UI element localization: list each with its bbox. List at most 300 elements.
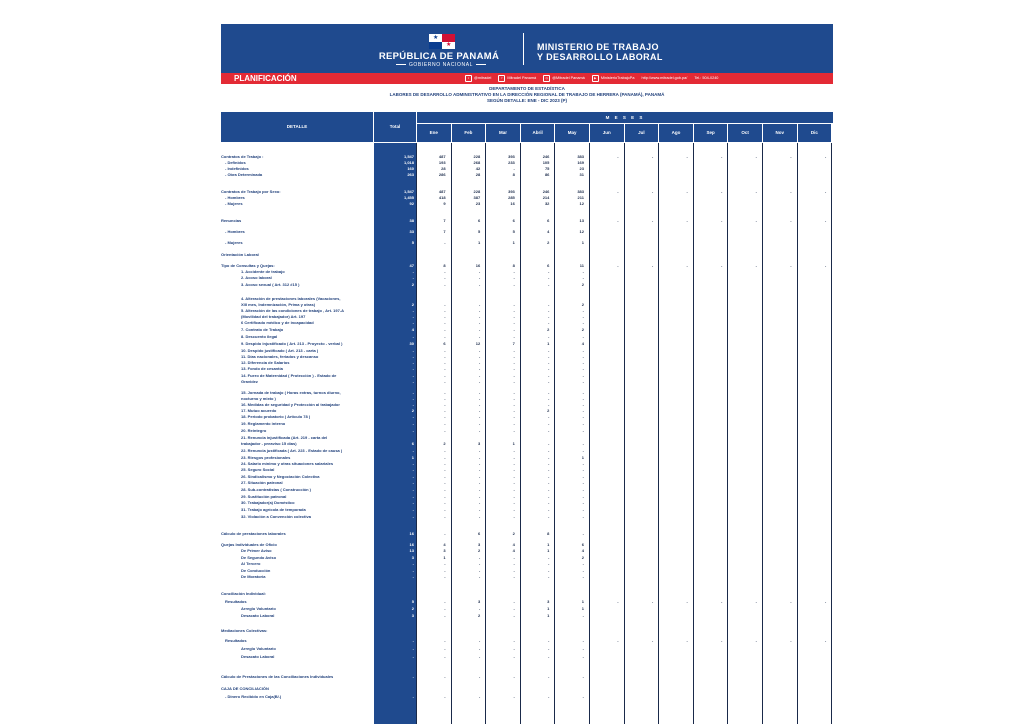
month-value: - <box>686 189 688 194</box>
month-value: - <box>478 396 481 401</box>
month-value: - <box>444 240 446 245</box>
instagram-icon: ◎ <box>543 75 550 82</box>
row-label: 28. Sub-contratistas ( Construcción ) <box>241 487 312 492</box>
month-value: - <box>513 606 515 611</box>
month-value: - <box>548 568 550 573</box>
month-value: - <box>582 507 584 512</box>
youtube-handle[interactable]: MinisterioTrabajoPa <box>600 76 635 80</box>
row-total: - <box>412 390 414 395</box>
month-value: 2 <box>477 548 481 553</box>
month-value: - <box>548 500 550 505</box>
row-label: 16. Medidas de seguridad y Protección al trabajador <box>241 402 340 407</box>
column-header-total: Total <box>374 112 416 142</box>
month-value: - <box>548 574 550 579</box>
month-value: 418 <box>438 195 446 200</box>
month-value: - <box>548 638 550 643</box>
row-total: 13 <box>409 548 414 553</box>
month-value: - <box>513 348 515 353</box>
month-value: - <box>444 694 446 699</box>
month-value: 169 <box>577 160 584 165</box>
month-value: 8 <box>512 172 515 177</box>
month-value: 6 <box>443 341 446 346</box>
month-value: 1 <box>547 548 550 553</box>
row-total: - <box>412 461 414 466</box>
month-value: - <box>444 320 446 325</box>
month-value: - <box>513 467 515 472</box>
row-total: - <box>412 396 414 401</box>
month-value: - <box>686 638 688 643</box>
heading-line1: DEPARTAMENTO DE ESTADÍSTICA <box>489 86 565 91</box>
month-header-ago: Ago <box>659 124 693 142</box>
month-value: - <box>444 366 446 371</box>
month-value: 3 <box>477 441 481 446</box>
month-value: - <box>444 474 446 479</box>
month-value: - <box>444 599 446 604</box>
month-header-ene: Ene <box>417 124 451 142</box>
month-header-feb: Feb <box>452 124 486 142</box>
month-value: - <box>582 574 584 579</box>
row-total: - <box>412 568 414 573</box>
month-value: - <box>478 275 481 280</box>
table-row <box>221 341 833 347</box>
row-label: 1. Accidente de trabajo <box>241 269 285 274</box>
month-value: 211 <box>577 195 584 200</box>
month-value: - <box>548 428 550 433</box>
month-value: - <box>824 638 827 643</box>
month-value: - <box>513 448 515 453</box>
month-value: - <box>582 428 584 433</box>
row-label: 23. Riesgos profesionales <box>241 455 291 460</box>
table-row <box>221 628 833 634</box>
row-label: - Definidos <box>225 160 246 165</box>
month-value: - <box>478 379 481 384</box>
row-total: - <box>412 334 414 339</box>
row-total: 1 <box>411 455 414 460</box>
month-value: - <box>582 494 584 499</box>
month-value: - <box>478 348 481 353</box>
month-value: 12 <box>579 201 584 206</box>
month-value: 246 <box>542 154 550 159</box>
month-value: - <box>582 561 584 566</box>
row-label: Conciliación Individual: <box>221 591 266 596</box>
month-value: 4 <box>443 542 446 547</box>
month-value: - <box>513 474 515 479</box>
facebook-icon: f <box>498 75 505 82</box>
statistics-table <box>221 112 833 724</box>
month-value: 228 <box>473 189 481 194</box>
month-value: 286 <box>438 172 446 177</box>
month-value: - <box>513 269 515 274</box>
month-value: - <box>582 531 584 536</box>
month-value: - <box>548 487 550 492</box>
row-label: 20. Reintegro <box>241 428 267 433</box>
month-value: - <box>582 314 584 319</box>
row-label: De Conducción <box>241 568 271 573</box>
month-value: 2 <box>477 613 481 618</box>
month-value: 1 <box>581 240 584 245</box>
row-total: - <box>412 373 414 378</box>
month-value: - <box>478 428 481 433</box>
month-header-dic: Dic <box>798 124 832 142</box>
month-value: 5 <box>477 229 481 234</box>
month-header-sep: Sep <box>694 124 728 142</box>
month-value: - <box>513 308 515 313</box>
row-total: - <box>412 366 414 371</box>
row-total: 30 <box>409 341 414 346</box>
month-value: - <box>478 555 481 560</box>
month-value: 13 <box>579 218 584 223</box>
month-value: - <box>478 327 481 332</box>
row-total: - <box>412 275 414 280</box>
row-label: 14. Fuero de Maternidad ( Protección ) - Estado de <box>241 373 337 378</box>
table-row <box>221 548 833 554</box>
month-value: - <box>548 674 550 679</box>
row-label: 10. Despido justificado ( Art. 213 - carta ) <box>241 348 319 353</box>
month-value: - <box>617 599 619 604</box>
month-value: 1 <box>547 542 550 547</box>
month-value: - <box>548 507 550 512</box>
month-value: - <box>444 314 446 319</box>
month-value: - <box>513 694 515 699</box>
month-value: 8 <box>512 263 515 268</box>
month-value: 4 <box>547 229 550 234</box>
month-value: 2 <box>547 240 550 245</box>
twitter-handle[interactable]: @mitradel <box>474 76 492 80</box>
row-total: 92 <box>409 201 414 206</box>
table-row <box>221 480 833 486</box>
month-value: - <box>478 320 481 325</box>
table-row <box>221 467 833 473</box>
row-total: - <box>412 414 414 419</box>
month-value: - <box>617 638 619 643</box>
month-value: 2 <box>547 408 550 413</box>
month-value: - <box>478 302 481 307</box>
row-total: 1,455 <box>403 195 414 200</box>
month-value: - <box>444 494 446 499</box>
table-row <box>221 229 833 235</box>
month-value: - <box>755 638 757 643</box>
month-value: - <box>651 638 654 643</box>
month-value: - <box>582 638 584 643</box>
month-value: - <box>548 461 550 466</box>
month-value: - <box>686 599 688 604</box>
row-total: - <box>412 314 414 319</box>
month-value: - <box>548 360 550 365</box>
row-total: 33 <box>409 229 414 234</box>
row-label: 26. Sindicalismo y Negociación Colectiva <box>241 474 320 479</box>
table-row <box>221 686 833 692</box>
facebook-handle[interactable]: Mitradel Panamá <box>507 76 537 80</box>
row-label: Arreglo Voluntario <box>241 646 276 651</box>
month-value: - <box>478 408 481 413</box>
month-value: - <box>444 674 446 679</box>
table-row <box>221 441 833 447</box>
row-total: 16 <box>409 531 414 536</box>
table-row <box>221 507 833 513</box>
month-value: - <box>721 599 723 604</box>
row-total: - <box>412 428 414 433</box>
table-row <box>221 428 833 434</box>
month-value: - <box>478 282 481 287</box>
gobierno-subtitle: GOBIERNO NACIONAL <box>389 62 493 68</box>
month-value: - <box>755 263 757 268</box>
month-value: - <box>582 568 584 573</box>
table-row <box>221 366 833 372</box>
month-value: - <box>721 189 723 194</box>
month-value: - <box>513 334 515 339</box>
month-value: 228 <box>473 154 481 159</box>
month-value: 1 <box>512 240 515 245</box>
month-value: - <box>513 514 515 519</box>
row-total: 1,547 <box>403 154 414 159</box>
month-value: - <box>790 154 792 159</box>
month-value: - <box>478 500 481 505</box>
republica-title: REPÚBLICA DE PANAMÁ <box>378 51 500 62</box>
month-value: - <box>582 421 584 426</box>
month-value: 6 <box>477 531 481 536</box>
row-total: - <box>412 654 414 659</box>
row-total: 2 <box>411 282 414 287</box>
table-row <box>221 218 833 224</box>
month-value: - <box>513 487 515 492</box>
month-value: - <box>548 414 550 419</box>
month-value: 1 <box>581 455 584 460</box>
month-value: - <box>444 379 446 384</box>
month-value: - <box>444 507 446 512</box>
month-value: - <box>686 218 688 223</box>
month-value: 5 <box>512 229 515 234</box>
month-value: - <box>582 269 584 274</box>
month-value: - <box>478 308 481 313</box>
table-row <box>221 591 833 597</box>
row-label: 24. Salario mínimo y otras situaciones salariales <box>241 461 334 466</box>
month-value: 246 <box>542 189 550 194</box>
month-value: - <box>651 599 654 604</box>
month-value: - <box>548 402 550 407</box>
month-value: 6 <box>547 263 550 268</box>
month-value: - <box>513 421 515 426</box>
month-value: 6 <box>581 542 584 547</box>
month-value: 6 <box>512 218 515 223</box>
month-value: 2 <box>581 302 584 307</box>
month-value: - <box>478 487 481 492</box>
row-label: 17. Mutuo acuerdo <box>241 408 277 413</box>
row-label: 8. Descuento ilegal <box>241 334 278 339</box>
row-label: Mediaciones Colectivas: <box>221 628 268 633</box>
row-label: Orientación Laboral <box>221 252 259 257</box>
row-label: 22. Renuncia justificada ( Art. 223 - Estado de causa ) <box>241 448 343 453</box>
month-value: - <box>790 599 792 604</box>
month-value: - <box>651 154 654 159</box>
month-value: - <box>478 507 481 512</box>
month-value: - <box>582 348 584 353</box>
row-label: Desacato Laboral <box>241 654 275 659</box>
twitter-icon: t <box>465 75 472 82</box>
month-value: - <box>513 302 515 307</box>
row-label: 27. Situación patronal <box>241 480 283 485</box>
month-value: - <box>617 154 619 159</box>
row-total: 4 <box>411 327 414 332</box>
month-value: - <box>721 263 723 268</box>
row-total: - <box>412 354 414 359</box>
month-value: - <box>444 487 446 492</box>
month-value: 487 <box>438 189 446 194</box>
month-value: - <box>582 441 584 446</box>
instagram-handle[interactable]: @Mitradel Panamá <box>552 76 585 80</box>
month-value: - <box>513 320 515 325</box>
row-label: 19. Reglamento interno <box>241 421 286 426</box>
table-row <box>221 282 833 288</box>
month-value: 4 <box>581 548 584 553</box>
month-value: - <box>513 654 515 659</box>
row-label: Quejas Individuales de Oficio <box>221 542 277 547</box>
row-total: 2 <box>411 408 414 413</box>
row-label: 3. Acoso sexual ( Art. 312 #15 ) <box>241 282 300 287</box>
month-value: - <box>548 373 550 378</box>
month-value: - <box>513 390 515 395</box>
row-label: - Hombres <box>225 229 245 234</box>
month-value: 1 <box>512 441 515 446</box>
row-label: Resultados <box>225 599 247 604</box>
month-value: - <box>513 379 515 384</box>
row-label: Renuncias <box>221 218 242 223</box>
month-value: - <box>548 480 550 485</box>
row-label: 9. Despido injustificado ( Art. 213 - Proyecto - verbal ) <box>241 341 343 346</box>
month-value: 1 <box>547 613 550 618</box>
month-value: - <box>513 561 515 566</box>
month-value: 383 <box>577 189 584 194</box>
row-label: De Segundo Aviso <box>241 555 277 560</box>
month-value: - <box>824 154 827 159</box>
row-label: 12. Diferencia de Salarios <box>241 360 290 365</box>
month-value: - <box>582 379 584 384</box>
month-value: - <box>617 189 619 194</box>
month-value: - <box>582 360 584 365</box>
month-value: - <box>478 421 481 426</box>
month-value: - <box>513 354 515 359</box>
month-value: - <box>478 561 481 566</box>
month-value: - <box>444 654 446 659</box>
month-value: - <box>444 327 446 332</box>
month-value: - <box>513 480 515 485</box>
row-total: - <box>412 474 414 479</box>
row-label: 32. Violación a Convención colectiva <box>241 514 311 519</box>
row-label: 18. Periodo probatorio ( Artículo 78 ) <box>241 414 311 419</box>
month-value: - <box>478 654 481 659</box>
row-label: XIII mes, Indemnización, Prima y otras) <box>241 302 316 307</box>
row-total: - <box>412 320 414 325</box>
month-value: 393 <box>508 189 515 194</box>
row-label: 31. Trabajo agrícola de temporada <box>241 507 306 512</box>
banner-divider <box>523 33 524 65</box>
month-value: - <box>582 514 584 519</box>
row-label: 21. Renuncia injustificada (Art. 219 - carta del <box>241 435 328 440</box>
row-total: - <box>412 646 414 651</box>
table-row <box>221 172 833 178</box>
month-value: - <box>548 390 550 395</box>
row-label: 5. Alteración de las condiciones de trabajo , Art. 197-A <box>241 308 345 313</box>
month-value: 7 <box>443 229 446 234</box>
month-value: - <box>478 574 481 579</box>
month-value: - <box>444 414 446 419</box>
table-row <box>221 531 833 537</box>
social-links <box>459 73 718 84</box>
heading-line3: SEGÚN DETALLE: ENE - DIC 2023 (P) <box>487 98 567 103</box>
row-total: - <box>412 308 414 313</box>
month-value: 2 <box>512 531 515 536</box>
month-value: - <box>513 568 515 573</box>
month-value: - <box>582 467 584 472</box>
table-row <box>221 240 833 246</box>
month-value: - <box>478 694 481 699</box>
month-value: - <box>478 360 481 365</box>
row-label: - Dinero Recibido en Caja(B/.) <box>225 694 282 699</box>
planificacion-strip <box>221 73 833 84</box>
month-value: 383 <box>577 154 584 159</box>
table-row <box>221 606 833 612</box>
month-value: 12 <box>475 341 481 346</box>
month-value: - <box>686 263 688 268</box>
month-header-mar: Mar <box>486 124 520 142</box>
month-value: - <box>513 396 515 401</box>
row-total: 3 <box>411 555 414 560</box>
row-label: nocturno y mixto ) <box>241 396 276 401</box>
month-value: - <box>444 448 446 453</box>
month-value: - <box>513 366 515 371</box>
table-row <box>221 638 833 644</box>
month-value: - <box>513 555 515 560</box>
month-value: - <box>513 282 515 287</box>
month-value: 12 <box>579 229 584 234</box>
website-link[interactable]: http://www.mitradel.gob.pa/ <box>641 76 688 80</box>
row-total: 5 <box>411 599 414 604</box>
month-value: - <box>444 396 446 401</box>
row-label: Gravidez <box>241 379 258 384</box>
month-value: 4 <box>512 548 515 553</box>
month-value: - <box>582 654 584 659</box>
row-label: - Mujeres <box>225 201 243 206</box>
month-value: - <box>824 599 827 604</box>
month-value: - <box>582 308 584 313</box>
month-value: - <box>548 467 550 472</box>
month-value: 8 <box>547 531 550 536</box>
month-value: - <box>582 461 584 466</box>
row-total: - <box>412 494 414 499</box>
month-value: 75 <box>544 166 550 171</box>
row-label: Contratos de Trabajo por Sexo: <box>221 189 281 194</box>
column-header-meses: M E S E S <box>417 112 833 123</box>
month-value: - <box>548 514 550 519</box>
row-total: 6 <box>411 441 414 446</box>
month-value: 7 <box>443 218 446 223</box>
month-value: - <box>513 674 515 679</box>
month-value: - <box>444 467 446 472</box>
table-row <box>221 574 833 580</box>
month-value: - <box>548 654 550 659</box>
month-value: - <box>582 396 584 401</box>
month-header-jun: Jun <box>590 124 624 142</box>
month-value: - <box>548 646 550 651</box>
month-value: - <box>790 638 792 643</box>
row-total: - <box>412 574 414 579</box>
month-value: - <box>548 396 550 401</box>
month-value: - <box>478 334 481 339</box>
month-value: - <box>617 218 619 223</box>
month-value: - <box>444 269 446 274</box>
month-value: - <box>478 354 481 359</box>
month-value: - <box>582 613 584 618</box>
month-value: - <box>513 373 515 378</box>
